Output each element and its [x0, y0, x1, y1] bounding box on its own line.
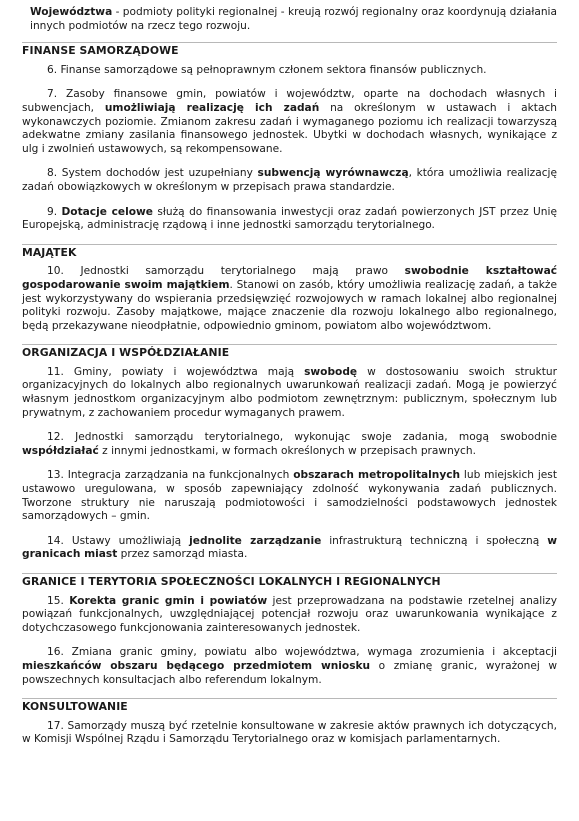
paragraph-text: 13. Integracja zarządzania na funkcjonalnych [47, 469, 294, 482]
section-heading-organizacja: ORGANIZACJA I WSPÓŁDZIAŁANIE [22, 344, 557, 360]
section-heading-majatek: MAJĄTEK [22, 244, 557, 260]
paragraph-17: 17. Samorządy muszą być rzetelnie konsultowane w zakresie aktów prawnych ich dotyczących, w Komisji Wspólnej Rządu i Samorządu Terytorialnego oraz w komisjach parlamentarnych. [22, 719, 557, 746]
bold-term: Województwa [30, 6, 113, 18]
intro-paragraph [22, 6, 557, 33]
paragraph-11 [22, 366, 557, 420]
paragraph-text: . Stanowi on zasób, który umożliwia realizację zadań, a także jest wykorzystywany do wspierania przedsięwzięć rozwojowych w ramach lokalnej albo regionalnej polityki rozwoju. Zasoby majątkowe, mające znaczenie dla rozwoju lokalnego albo regionalnego, będą przekazywane nieodpłatnie, odpowiednio gminom, powiatom albo województwom. [22, 278, 558, 332]
paragraph-text: przez samorząd miasta. [117, 548, 248, 561]
paragraph-text: 7. Zasoby finansowe gmin, powiatów i województw, oparte na dochodach własnych i subwencjach, [22, 88, 557, 114]
bold-term: jednolite zarządzanie [189, 534, 322, 547]
paragraph-text: , która umożliwia realizację zadań obowiązkowych w określonym w przepisach prawa standardzie. [22, 167, 557, 193]
paragraph-14 [22, 535, 557, 562]
bold-term: Korekta granic gmin i powiatów [69, 594, 268, 607]
paragraph-text: służą do finansowania inwestycji oraz zadań powierzonych JST przez Unię Europejską, administrację rządową i inne jednostki samorządu terytorialnego. [22, 205, 557, 232]
paragraph-text: na określonym w ustawach i aktach wykonawczych poziomie. Zmianom zakresu zadań i wymaganego poziomu ich realizacji towarzyszą adekwatne zmiany zasilania finansowego jednostek. Ubytki w dochodach własnych, wynikające z ulg i zwolnień ustawowych, są rekompensowane. [22, 101, 557, 155]
paragraph-text: - podmioty polityki regionalnej - kreują rozwój regionalny oraz koordynują działania innych podmiotów na rzecz tego rozwoju. [30, 6, 557, 32]
paragraph-text: w dostosowaniu swoich struktur organizacyjnych do lokalnych albo regionalnych uwarunkowań realizacji zadań. Mogą je powierzyć własnym jednostkom organizacyjnym albo podmiotom zewnętrznym: publicznym, społecznym lub prywatnym, z zachowaniem procedur wymaganych prawem. [22, 365, 557, 419]
section-heading-granice: GRANICE I TERYTORIA SPOŁECZNOŚCI LOKALNYCH I REGIONALNYCH [22, 573, 557, 589]
paragraph-13 [22, 469, 557, 523]
paragraph-16 [22, 646, 557, 687]
paragraph-text: 15. [47, 594, 70, 607]
bold-term: swobodę [304, 365, 358, 378]
bold-term: umożliwiają realizację ich zadań [104, 101, 320, 114]
bold-term: Dotacje celowe [61, 205, 153, 218]
paragraph-text: z innymi jednostkami, w formach określonych w przepisach prawnych. [98, 444, 476, 457]
paragraph-text: 16. Zmiana granic gminy, powiatu albo województwa, wymaga zrozumienia i akceptacji [47, 646, 557, 659]
section-heading-konsultowanie: KONSULTOWANIE [22, 698, 557, 714]
paragraph-text: 12. Jednostki samorządu terytorialnego, wykonując swoje zadania, mogą swobodnie [47, 431, 557, 444]
paragraph-6: 6. Finanse samorządowe są pełnoprawnym członem sektora finansów publicznych. [47, 63, 487, 76]
bold-term: mieszkańców obszaru będącego przedmiotem wniosku [22, 659, 371, 672]
paragraph-text: 9. [47, 205, 62, 218]
paragraph-12 [22, 431, 557, 458]
bold-term: w granicach miast [22, 534, 557, 561]
paragraph-text: 8. System dochodów jest uzupełniany [47, 167, 258, 180]
paragraph-text: o zmianę granic, wyrażonej w powszechnych konsultacjach albo referendum lokalnym. [22, 659, 558, 686]
paragraph-text: 11. Gminy, powiaty i województwa mają [47, 365, 305, 378]
paragraph-text: infrastrukturą techniczną i społeczną [321, 534, 548, 547]
bold-term: subwencją wyrównawczą [257, 167, 409, 180]
bold-term: swobodnie kształtować gospodarowanie swoim majątkiem [22, 265, 557, 291]
paragraph-8 [22, 167, 557, 194]
paragraph-7 [22, 88, 557, 156]
section-heading-finanse: FINANSE SAMORZĄDOWE [22, 42, 557, 58]
bold-term: obszarach metropolitalnych [293, 469, 461, 482]
paragraph-10 [22, 265, 557, 333]
paragraph-text: 14. Ustawy umożliwiają [47, 534, 190, 547]
paragraph-text: jest przeprowadzana na podstawie rzetelnej analizy powiązań funkcjonalnych, uwzględniającej potencjał rozwoju oraz uwarunkowania wynikające z dotychczasowego funkcjonowania zainteresowanych jednostek. [22, 594, 557, 634]
paragraph-text: 10. Jednostki samorządu terytorialnego mają prawo [47, 265, 405, 278]
bold-term: współdziałać [22, 444, 99, 457]
paragraph-text: lub miejskich jest ustawowo uregulowana, w sposób zapewniający zdolność wykonywania zadań publicznych. Tworzone struktury nie naruszają podmiotowości i samodzielności podstawowych jednostek samorządowych – gmin. [22, 469, 557, 523]
paragraph-15 [22, 595, 557, 636]
paragraph-9 [22, 206, 557, 233]
